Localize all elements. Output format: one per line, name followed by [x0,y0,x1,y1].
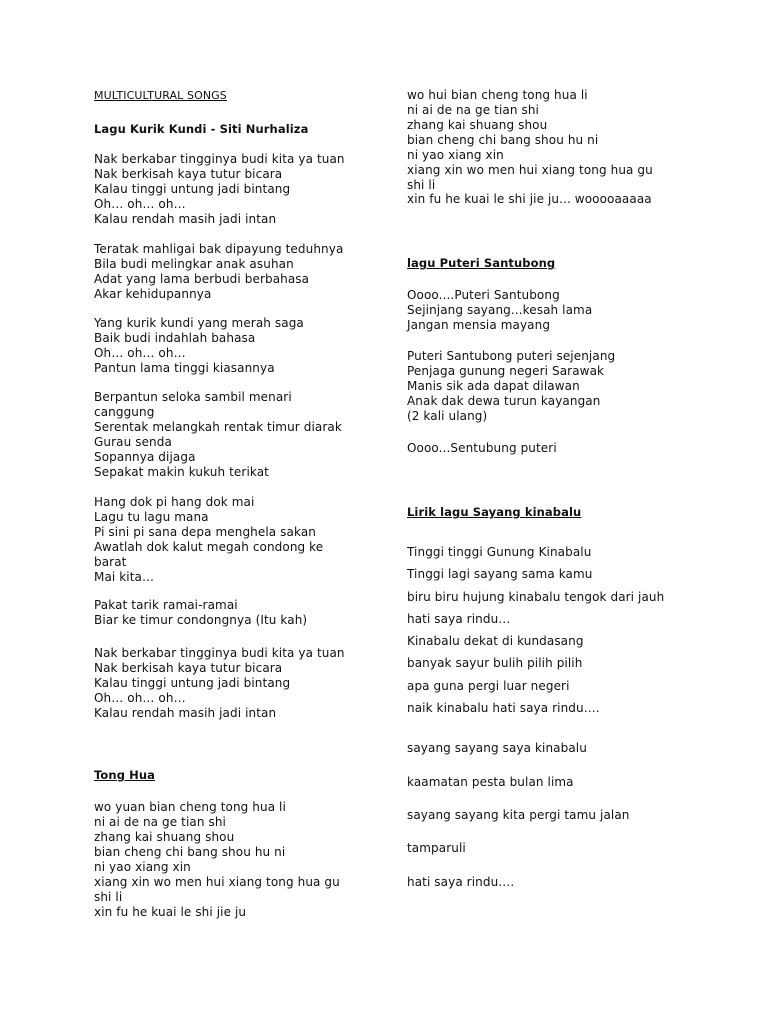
song-title-tong-hua: Tong Hua [94,768,156,782]
lyric-line: Manis sik ada dapat dilawan [407,379,580,393]
lyric-line: Hang dok pi hang dok mai [94,495,255,509]
lyric-line: Yang kurik kundi yang merah saga [94,316,304,330]
lyric-line: Tinggi lagi sayang sama kamu [407,567,593,581]
lyric-line: Kalau tinggi untung jadi bintang [94,676,291,690]
lyric-line: wo yuan bian cheng tong hua li [94,800,286,814]
lyric-line: xin fu he kuai le shi jie ju [94,905,247,919]
lyric-line: ni ai de na ge tian shi [94,815,226,829]
lyric-line: bian cheng chi bang shou hu ni [407,133,599,147]
lyric-line: Anak dak dewa turun kayangan [407,394,601,408]
lyric-line: ni yao xiang xin [94,860,191,874]
lyric-line: sayang sayang kita pergi tamu jalan [407,808,630,822]
lyric-line: Nak berkisah kaya tutur bicara [94,661,283,675]
lyric-line: biru biru hujung kinabalu tengok dari jauh [407,590,665,604]
lyric-line: apa guna pergi luar negeri [407,679,570,693]
lyric-line: shi li [407,178,436,192]
lyric-line: Nak berkabar tingginya budi kita ya tuan [94,646,345,660]
lyric-line: Sepakat makin kukuh terikat [94,465,269,479]
lyric-line: Penjaga gunung negeri Sarawak [407,364,605,378]
lyric-line: kaamatan pesta bulan lima [407,775,574,789]
lyric-line: Oh… oh… oh… [94,197,186,211]
lyric-line: xiang xin wo men hui xiang tong hua gu [407,163,653,177]
lyric-line: Oh… oh… oh… [94,346,186,360]
document-title: MULTICULTURAL SONGS [94,89,227,102]
lyric-line: naik kinabalu hati saya rindu…. [407,701,600,715]
lyric-line: Kalau tinggi untung jadi bintang [94,182,291,196]
lyric-line: Nak berkisah kaya tutur bicara [94,167,283,181]
song-title-kurik-kundi: Lagu Kurik Kundi - Siti Nurhaliza [94,122,309,136]
lyric-line: Oh… oh… oh… [94,691,186,705]
lyric-line: Awatlah dok kalut megah condong ke [94,540,324,554]
lyric-line: banyak sayur bulih pilih pilih [407,656,583,670]
lyric-line: zhang kai shuang shou [94,830,235,844]
lyric-line: Nak berkabar tingginya budi kita ya tuan [94,152,345,166]
lyric-line: Puteri Santubong puteri sejenjang [407,349,616,363]
lyric-line: Kinabalu dekat di kundasang [407,634,584,648]
lyric-line: Biar ke timur condongnya (Itu kah) [94,613,308,627]
lyric-line: bian cheng chi bang shou hu ni [94,845,286,859]
lyric-line: sayang sayang saya kinabalu [407,741,587,755]
lyric-line: ni ai de na ge tian shi [407,103,539,117]
lyric-line: Pi sini pi sana depa menghela sakan [94,525,316,539]
lyric-line: barat [94,555,127,569]
lyric-line: xin fu he kuai le shi jie ju... wooooaaaaa [407,192,652,206]
lyric-line: Kalau rendah masih jadi intan [94,706,277,720]
lyric-line: Baik budi indahlah bahasa [94,331,256,345]
lyric-line: zhang kai shuang shou [407,118,548,132]
lyric-line: xiang xin wo men hui xiang tong hua gu [94,875,340,889]
lyric-line: Jangan mensia mayang [407,318,551,332]
lyric-line: hati saya rindu…. [407,875,515,889]
lyric-line: Sopannya dijaga [94,450,196,464]
lyric-line: Bila budi melingkar anak asuhan [94,257,294,271]
lyric-line: Kalau rendah masih jadi intan [94,212,277,226]
lyric-line: shi li [94,890,123,904]
lyric-line: Pakat tarik ramai-ramai [94,598,238,612]
lyric-line: Oooo....Puteri Santubong [407,288,560,302]
lyric-line: (2 kali ulang) [407,409,488,423]
lyric-line: ni yao xiang xin [407,148,504,162]
lyric-line: Adat yang lama berbudi berbahasa [94,272,310,286]
song-title-puteri-santubong: lagu Puteri Santubong [407,256,556,270]
lyric-line: Berpantun seloka sambil menari [94,390,292,404]
lyric-line: Lagu tu lagu mana [94,510,209,524]
lyric-line: canggung [94,405,155,419]
lyric-line: Tinggi tinggi Gunung Kinabalu [407,545,592,559]
lyric-line: Gurau senda [94,435,172,449]
lyric-line: Teratak mahligai bak dipayung teduhnya [94,242,344,256]
lyric-line: Mai kita… [94,570,155,584]
lyric-line: Sejinjang sayang...kesah lama [407,303,593,317]
lyric-line: Oooo...Sentubung puteri [407,441,557,455]
lyric-line: Pantun lama tinggi kiasannya [94,361,275,375]
lyric-line: hati saya rindu… [407,612,511,626]
lyric-line: wo hui bian cheng tong hua li [407,88,588,102]
lyric-line: tamparuli [407,841,466,855]
lyric-line: Serentak melangkah rentak timur diarak [94,420,342,434]
song-title-sayang-kinabalu: Lirik lagu Sayang kinabalu [407,505,582,519]
lyric-line: Akar kehidupannya [94,287,212,301]
